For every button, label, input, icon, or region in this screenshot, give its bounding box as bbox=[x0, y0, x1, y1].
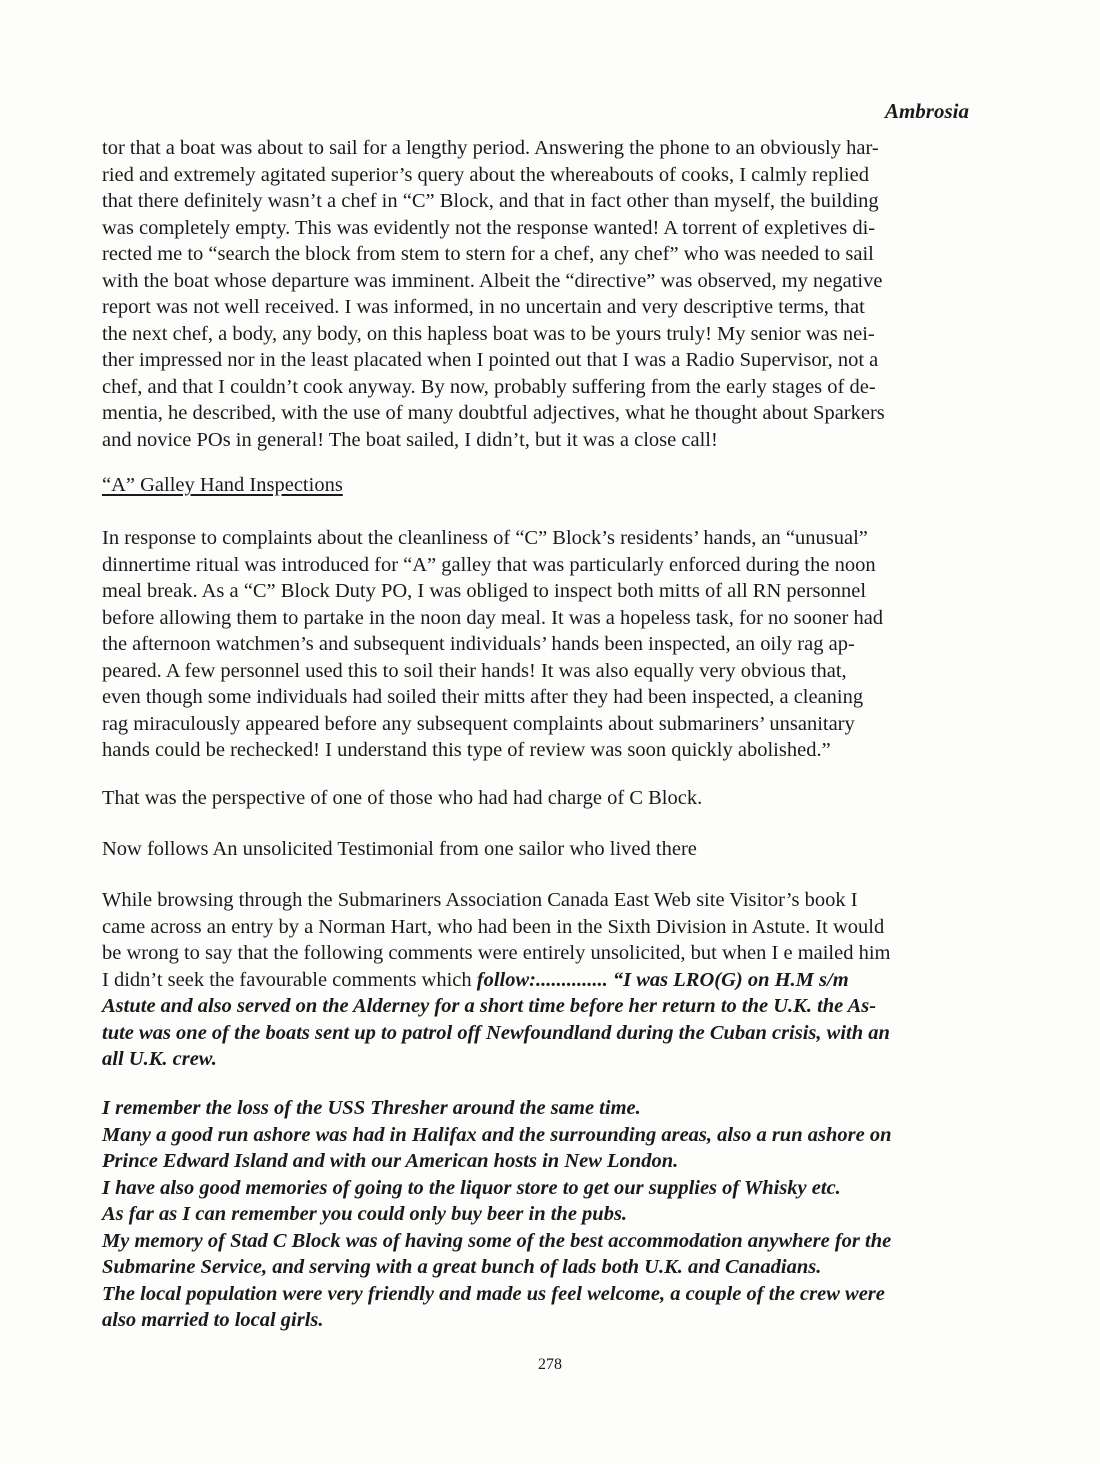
text-line: rag miraculously appeared before any subsequent complaints about submariners’ unsanitary bbox=[102, 712, 855, 735]
quote-start: follow:.............. “I was LRO(G) on H.M s/m bbox=[476, 968, 849, 991]
quote-line: My memory of Stad C Block was of having some of the best accommodation anywhere for the bbox=[102, 1229, 892, 1252]
quote-line: also married to local girls. bbox=[102, 1309, 324, 1331]
text-line: meal break. As a “C” Block Duty PO, I was obliged to inspect both mitts of all RN personnel bbox=[102, 580, 867, 602]
page-number: 278 bbox=[538, 1356, 562, 1373]
paragraph-perspective bbox=[102, 785, 972, 812]
text-line: tor that a boat was about to sail for a lengthy period. Answering the phone to an obviously har- bbox=[102, 137, 879, 159]
text-line: and novice POs in general! The boat sailed, I didn’t, but it was a close call! bbox=[102, 428, 718, 451]
text-line: the next chef, a body, any body, on this hapless boat was to be yours truly! My senior was nei- bbox=[102, 322, 875, 345]
text-line: that there definitely wasn’t a chef in “C” Block, and that in fact other than myself, the building bbox=[102, 190, 879, 212]
quote-line: tute was one of the boats sent up to patrol off Newfoundland during the Cuban crisis, with an bbox=[102, 1021, 890, 1044]
text-line: chef, and that I couldn’t cook anyway. By now, probably suffering from the early stages of de- bbox=[102, 375, 876, 398]
quote-line: Submarine Service, and serving with a great bunch of lads both U.K. and Canadians. bbox=[102, 1256, 822, 1278]
quote-line: I remember the loss of the USS Thresher around the same time. bbox=[102, 1097, 641, 1119]
quote-line: I have also good memories of going to the liquor store to get our supplies of Whisky etc. bbox=[102, 1176, 841, 1199]
quote-line: The local population were very friendly and made us feel welcome, a couple of the crew were bbox=[102, 1282, 885, 1305]
text-line: report was not well received. I was informed, in no uncertain and very descriptive terms, that bbox=[102, 296, 865, 318]
text-line-mixed bbox=[102, 967, 972, 994]
text-line: That was the perspective of one of those who had had charge of C Block. bbox=[102, 787, 703, 809]
paragraph-chef-story bbox=[102, 135, 972, 453]
quote-line: Many a good run ashore was had in Halifax and the surrounding areas, also a run ashore on bbox=[102, 1123, 892, 1146]
text-span: I didn’t seek the favourable comments which bbox=[102, 968, 477, 991]
text-line: peared. A few personnel used this to soil their hands! It was also equally very obvious that, bbox=[102, 659, 847, 682]
quote-line: Astute and also served on the Alderney for a short time before her return to the U.K. the As- bbox=[102, 995, 877, 1017]
text-line: mentia, he described, with the use of many doubtful adjectives, what he thought about Sparkers bbox=[102, 402, 885, 424]
text-line: be wrong to say that the following comments were entirely unsolicited, but when I e mailed him bbox=[102, 942, 891, 964]
paragraph-browsing bbox=[102, 887, 972, 1073]
text-line: came across an entry by a Norman Hart, who had been in the Sixth Division in Astute. It would bbox=[102, 915, 885, 938]
text-line: with the boat whose departure was imminent. Albeit the “directive” was observed, my negative bbox=[102, 269, 883, 292]
running-head: Ambrosia bbox=[884, 99, 969, 123]
text-line: Now follows An unsolicited Testimonial from one sailor who lived there bbox=[102, 838, 697, 860]
text-line: before allowing them to partake in the noon day meal. It was a hopeless task, for no sooner had bbox=[102, 606, 884, 629]
text-line: ried and extremely agitated superior’s query about the whereabouts of cooks, I calmly replied bbox=[102, 163, 869, 186]
quote-line: all U.K. crew. bbox=[102, 1048, 217, 1070]
text-line: rected me to “search the block from stem to stern for a chef, any chef” who was needed to sail bbox=[102, 243, 874, 265]
text-line: even though some individuals had soiled their mitts after they had been inspected, a cleaning bbox=[102, 686, 864, 708]
text-line: dinnertime ritual was introduced for “A” galley that was particularly enforced during the noon bbox=[102, 553, 876, 576]
quote-line: Prince Edward Island and with our American hosts in New London. bbox=[102, 1150, 679, 1172]
paragraph-testimonial-quote bbox=[102, 1095, 972, 1334]
paragraph-testimonial-intro bbox=[102, 836, 972, 863]
paragraph-hand-inspections bbox=[102, 525, 972, 764]
text-line: While browsing through the Submariners Association Canada East Web site Visitor’s book I bbox=[102, 889, 858, 911]
text-line: In response to complaints about the cleanliness of “C” Block’s residents’ hands, an “unusual” bbox=[102, 527, 868, 549]
text-line: was completely empty. This was evidently not the response wanted! A torrent of expletives di- bbox=[102, 216, 876, 239]
text-line: the afternoon watchmen’s and subsequent individuals’ hands been inspected, an oily rag ap- bbox=[102, 633, 855, 655]
quote-line: As far as I can remember you could only buy beer in the pubs. bbox=[102, 1203, 628, 1225]
text-line: hands could be rechecked! I understand this type of review was soon quickly abolished.” bbox=[102, 739, 831, 761]
section-heading: “A” Galley Hand Inspections bbox=[102, 474, 343, 496]
text-line: ther impressed nor in the least placated when I pointed out that I was a Radio Supervisor, not a bbox=[102, 349, 879, 371]
